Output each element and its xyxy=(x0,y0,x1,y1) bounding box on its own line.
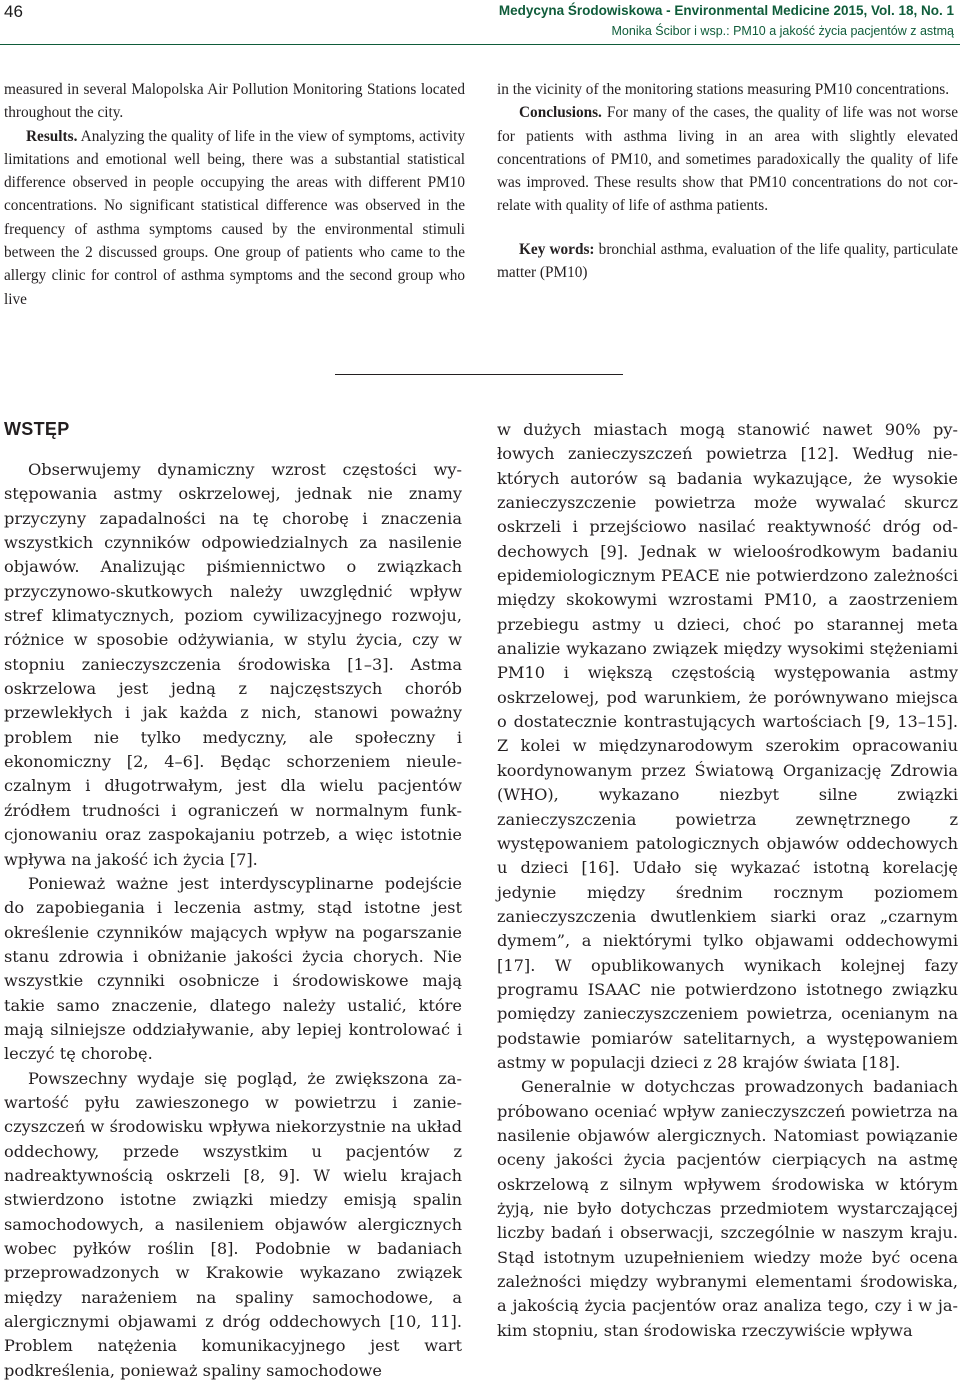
abstract-left-column xyxy=(4,78,465,311)
abstract-right-column xyxy=(497,78,958,284)
body-paragraph: Powszechny wydaje się pogląd, że zwiększona zawartość pyłu zawieszonego w powietrzu i zanieczyszczeń w środowisku wpływa niekorzystnie na układ oddechowy, przede wszystkim u pacjentów z nadreaktywnością oskrzeli [8, 9]. W wielu krajach stwierdzono istotne związki miedzy emisją spalin samochodowych, a nasileniem objawów alergicznych wobec pyłków roślin [8]. Podobnie w badaniach przeprowadzonych w Krakowie wykazano związek między narażeniem na spaliny samochodowe, a alergicznymi objawami z dróg oddechowych [10, 11]. Problem natężenia komunikacyjnego jest wart podkreślenia, ponieważ spaliny samochodowe xyxy=(4,1068,462,1380)
conclusions-text: For many of the cases, the quality of life was not worse for patients with asthma living in an area with slightly elevated concentrations of PM10, and sometimes paradoxically the quality of life was improved. These results show that PM10 concentrations do not correlate with quality of life of asthma patients. xyxy=(497,104,958,215)
conclusions-label: Conclusions. xyxy=(519,104,602,122)
running-title: Monika Ścibor i wsp.: PM10 a jakość życia pacjentów z astmą xyxy=(611,24,954,38)
body-paragraph: Obserwujemy dynamiczny wzrost częstości występowania astmy oskrzelowej, jednak nie znamy przyczyny zapadalności na tę chorobę i znaczenia wszystkich czynników odpowiedzialnych za nasilenie objawów. Analizując piśmiennictwo o związkach przyczynowo-skutkowych należy uwzględnić wpływ stref klimatycznych, poziom cywilizacyjnego rozwoju, różnice w sposobie odżywiania, w stylu życia, czy w stopniu zanieczyszczenia środowiska [1–3]. Astma oskrzelowa jest jedną z najczęstszych chorób przewlekłych i jak każda z nich, stanowi poważny problem nie tylko medyczny, ale społeczny i ekonomiczny [2, 4–6]. Będąc schorzeniem nieuleczalnym i długotrwałym, jest dla wielu pacjentów źródłem trudności i ograniczeń w normalnym funkcjonowaniu oraz zaspokajaniu potrzeb, a więc istotnie wpływa na jakość ich życia [7]. xyxy=(4,460,462,869)
section-separator xyxy=(335,374,623,375)
abstract-results xyxy=(4,125,465,311)
body-left-column xyxy=(4,458,462,1383)
body-right-column xyxy=(497,418,958,1343)
header-rule xyxy=(0,44,960,45)
keywords xyxy=(497,238,958,285)
page-header xyxy=(0,0,960,70)
body-paragraph: Generalnie w dotychczas prowadzonych badaniach próbowano oceniać wpływ zanieczyszczeń powietrza na nasilenie objawów alergicznych. Natomiast powiązanie oceny jakości życia pacjentów cierpiących na astmę oskrzelową z silnym wpływem środowiska w którym żyją, nie było dotychczas przedmiotem wystarczającej liczby badań i obserwacji, szczególnie w naszym kraju. Stąd istotnym uzupełnieniem wiedzy może być ocena zależności między wybranymi elementami środowiska, a jakością życia pacjentów oraz analiza tego, czy i w jakim stopniu, stan środowiska rzeczywiście wpływa xyxy=(497,1077,958,1340)
page-number: 46 xyxy=(4,2,23,21)
journal-title: Medycyna Środowiskowa - Environmental Medicine 2015, Vol. 18, No. 1 xyxy=(498,3,954,18)
abstract-methods-tail: measured in several Malopolska Air Pollution Monitoring Stations located throughout the city. xyxy=(4,81,465,122)
body-paragraph: Ponieważ ważne jest interdyscyplinarne podejście do zapobiegania i leczenia astmy, stąd istotne jest określenie czynników mających wpływ na pogarszanie stanu zdrowia i obniżanie jakości życia chorych. Nie wszystkie czynniki osobnicze i środowiskowe mają takie samo znaczenie, dlatego należy ustalić, które mają silniejsze oddziaływanie, aby lepiej kontrolować i leczyć tę chorobę. xyxy=(4,873,462,1064)
abstract-results-tail: in the vicinity of the monitoring stations measuring PM10 concentrations. xyxy=(497,81,950,98)
abstract-conclusions xyxy=(497,101,958,217)
keywords-label: Key words: xyxy=(519,240,595,258)
results-text: Analyzing the quality of life in the view of symptoms, activity limitations and emotional well being, there was a substantial statistical difference observed in people occupying the areas with different PM10 concentrations. No significant statistical difference was observed in the frequency of asthma symptoms caused by the environmental stimuli between the 2 discussed groups. One group of patients who came to the allergy clinic for control of asthma symptoms and the second group who live xyxy=(4,127,465,308)
keywords-text: bronchial asthma, evaluation of the life quality, particulate matter (PM10) xyxy=(497,240,959,282)
body-paragraph: w dużych miastach mogą stanowić nawet 90% pyłowych zanieczyszczeń powietrza [12]. Według niektórych autorów są badania wykazujące, że wysokie zanieczyszczenie powietrza może wywalać skurcz oskrzeli i przejściowo nasilać reaktywność dróg oddechowych [9]. Jednak w wieloośrodkowym badaniu epidemiologicznym PEACE nie potwierdzono zależności między skokowymi wzrostami PM10, a zaostrzeniem przebiegu astmy u dzieci, choć po starannej meta analizie wykazano związek między wysokimi stężeniami PM10 i większą częstością występowania astmy oskrzelowej, pod warunkiem, że porównywano miejsca o dostatecznie kontrastujących wartościach [9, 13–15]. Z kolei w międzynarodowym szerokim opracowaniu koordynowanym przez Światową Organizację Zdrowia (WHO), wykazano niezbyt silne związki zanieczyszczenia powietrza zewnętrznego z występowaniem patologicznych objawów oddechowych u dzieci [16]. Udało się wykazać istotną korelację jedynie między średnim rocznym poziomem zanieczyszczenia dwutlenkiem siarki oraz „czarnym dymem”, a niektórymi tylko objawami oddechowymi [17]. W opublikowanych wynikach kolejnej fazy programu ISAAC nie potwierdzono istotnego związku pomiędzy zanieczyszczeniem powietrza, ocenianym na podstawie pomiarów satelitarnych, a występowaniem astmy w populacji dzieci z 28 krajów świata [18]. xyxy=(497,420,958,1072)
results-label: Results. xyxy=(26,127,78,145)
section-heading: WSTĘP xyxy=(4,419,70,439)
